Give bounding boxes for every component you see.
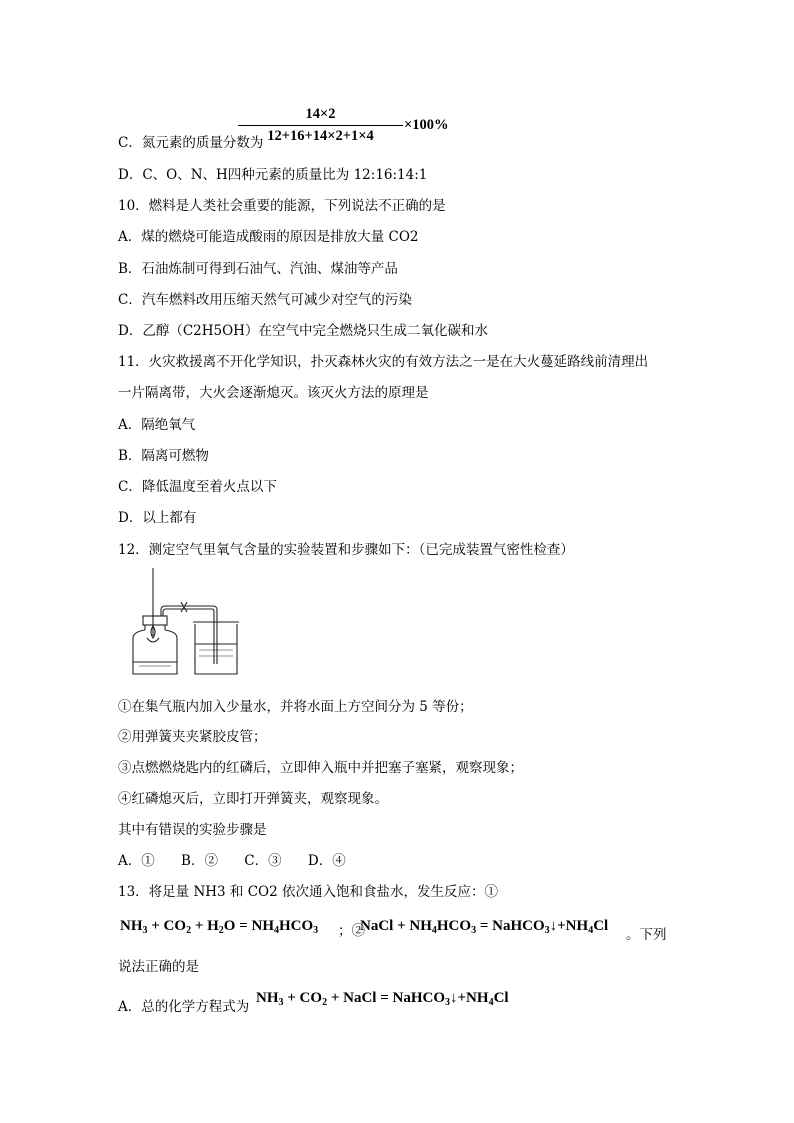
q13-stem-continuation: 。下列 [626,927,667,943]
reaction-equation-2: NaCl + $NH_4HCO_3$ = $NaHCO_3↓+NH_4Cl$ [360,918,609,936]
q11-option-c: C．降低温度至着火点以下 [118,479,277,495]
q12-stem: 12．测定空气里氧气含量的实验装置和步骤如下：（已完成装置气密性检查） [118,542,574,558]
q12-option-c: C．③ [244,853,282,869]
q12-question: 其中有错误的实验步骤是 [118,822,267,838]
q10-option-d: D．乙醇（C2H5OH）在空气中完全燃烧只生成二氧化碳和水 [118,323,488,339]
q11-stem-line1: 11．火灾救援离不开化学知识，扑灭森林火灾的有效方法之一是在大火蔓延路线前清理出 [118,354,649,370]
q10-option-b: B．石油炼制可得到石油气、汽油、煤油等产品 [118,261,398,277]
q12-step-3: ③点燃燃烧匙内的红磷后，立即伸入瓶中并把塞子塞紧，观察现象； [118,760,523,776]
fraction-denominator: 12+16+14×2+1×4 [267,128,374,144]
q10-option-c: C．汽车燃料改用压缩天然气可减少对空气的污染 [118,292,412,308]
q9-option-d: D．C、O、N、H四种元素的质量比为 12:16:14:1 [118,167,428,183]
fraction-multiplier: ×100% [404,117,449,133]
overall-equation: $NH_3 + CO_2$ + NaCl = $NaHCO_3↓+NH_4Cl$ [256,990,509,1008]
q11-option-b: B．隔离可燃物 [118,448,209,464]
q12-step-4: ④红磷熄灭后，立即打开弹簧夹，观察现象。 [118,791,388,807]
q12-option-a: A．① [118,853,155,869]
q11-option-d: D．以上都有 [118,510,197,526]
q12-option-d: D．④ [307,853,346,869]
q9-option-c: C．氮元素的质量分数为 [118,135,264,151]
q13-stem-line3: 说法正确的是 [118,959,199,975]
equation-separator: ；② [338,923,365,939]
q13-stem: 13．将足量 NH3 和 CO2 依次通入饱和食盐水，发生反应：① [118,884,499,900]
apparatus-illustration [125,566,245,678]
fraction-bar [238,125,403,126]
q11-option-a: A．隔绝氧气 [118,417,196,433]
fraction-numerator: 14×2 [305,106,336,122]
q10-option-a: A．煤的燃烧可能造成酸雨的原因是排放大量 CO2 [118,229,419,245]
q11-stem-line2: 一片隔离带，大火会逐渐熄灭。该灭火方法的原理是 [118,385,429,401]
q12-options [118,852,368,870]
q10-stem: 10．燃料是人类社会重要的能源，下列说法不正确的是 [118,198,446,214]
q13-option-a: A．总的化学方程式为 [118,999,250,1015]
q12-step-1: ①在集气瓶内加入少量水，并将水面上方空间分为 5 等份； [118,699,473,715]
q12-option-b: B．② [181,853,218,869]
q12-step-2: ②用弹簧夹夹紧胶皮管； [118,729,267,745]
reaction-equation-1: $NH_3 + CO_2 + H_2O = NH_4HCO_3$ [120,918,319,936]
